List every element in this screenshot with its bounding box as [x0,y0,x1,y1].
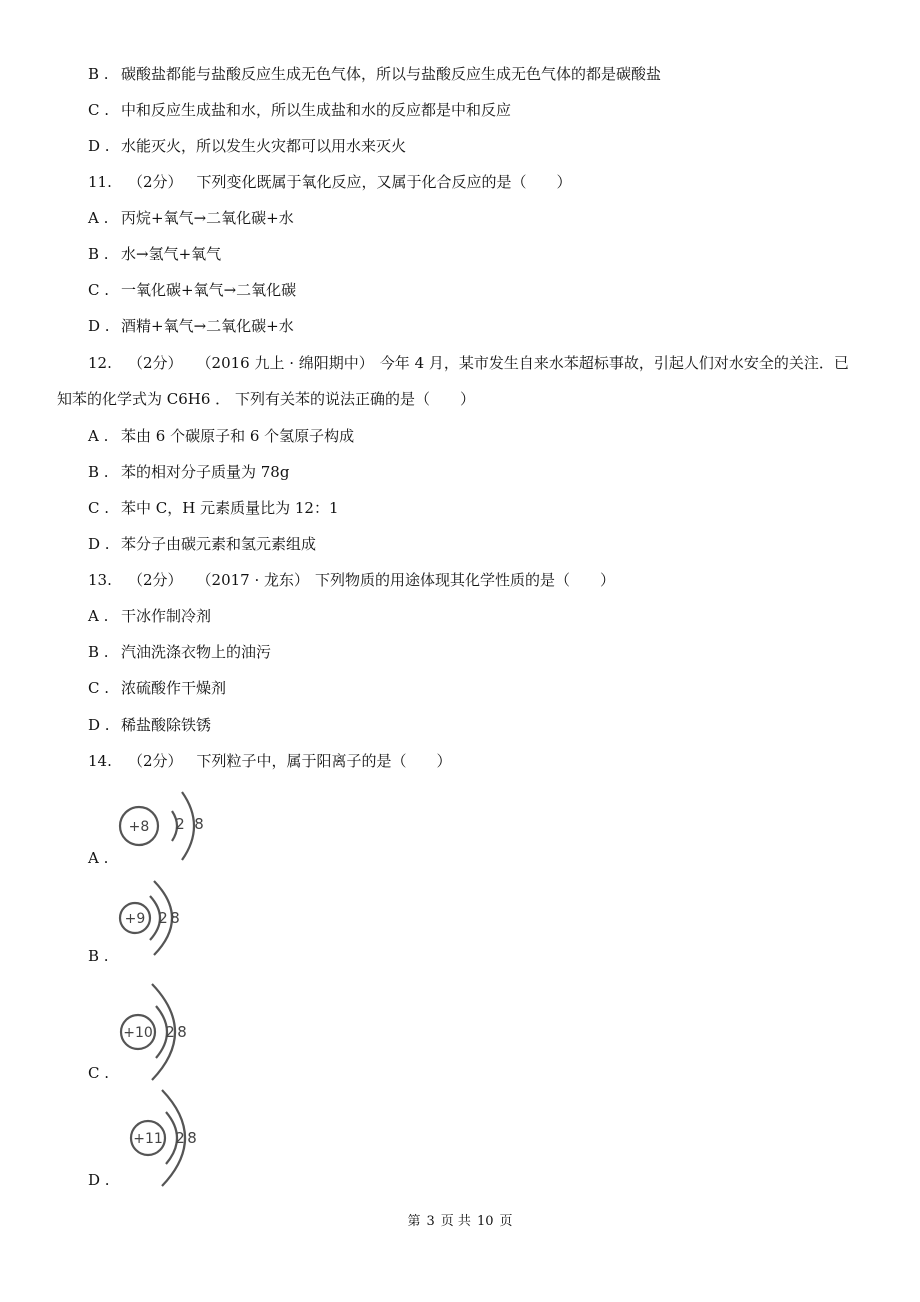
option-d-label[interactable] [88,1170,110,1190]
option-text: 苯分子由碳元素和氢元素组成 [121,535,317,553]
option-letter: D . [88,317,110,335]
option-text: 碳酸盐都能与盐酸反应生成无色气体，所以与盐酸反应生成无色气体的都是碳酸盐 [121,65,662,83]
option-b-label[interactable] [88,946,109,966]
shell-2-electrons: 8 [170,909,180,927]
option-letter: D . [88,137,110,155]
option-a[interactable] [88,606,211,626]
option-text: 中和反应生成盐和水，所以生成盐和水的反应都是中和反应 [121,101,512,119]
option-letter: C . [88,499,110,517]
option-letter: B . [88,643,109,661]
shell-2-electrons: 8 [187,1129,197,1147]
option-letter: D . [88,535,110,553]
shell-1-electrons: 2 [175,1129,185,1147]
atom-structure-diagram-a[interactable] [114,786,214,866]
atom-structure-diagram-c[interactable] [114,980,204,1084]
option-letter: B . [88,463,109,481]
option-letter: C . [88,679,110,697]
option-c[interactable] [88,100,511,120]
question-number: 12. [88,354,112,372]
question-source: （2016 九上 · 绵阳期中） [196,354,374,372]
shell-1-electrons: 2 [158,909,168,927]
option-text: 浓硫酸作干燥剂 [121,679,227,697]
atom-structure-diagram-d[interactable] [124,1086,214,1190]
question-text: 知苯的化学式为 C6H6 ． 下列有关苯的说法正确的是（ ） [57,390,475,408]
option-text: 水→氢气+氧气 [121,245,222,263]
question-number: 14. [88,752,112,770]
option-d[interactable] [88,316,294,336]
option-letter: B . [88,947,109,965]
question-14-stem [88,751,452,771]
option-c-label[interactable] [88,1063,109,1083]
option-text: 苯中 C，H 元素质量比为 12：1 [121,499,339,517]
option-letter: D . [88,1171,110,1189]
option-a[interactable] [88,208,294,228]
question-13-stem [88,570,615,590]
option-letter: C . [88,101,110,119]
option-c[interactable] [88,678,226,698]
current-page-number: 3 [426,1214,435,1229]
question-12-stem-continued [57,389,475,409]
option-letter: C . [88,1064,110,1082]
option-text: 汽油洗涤衣物上的油污 [121,643,272,661]
shell-2-electrons: 8 [194,815,204,833]
option-a-label[interactable] [88,848,108,868]
option-letter: D . [88,716,110,734]
option-letter: A . [88,209,109,227]
option-text: 苯的相对分子质量为 78g [121,463,290,481]
question-12-stem [88,353,849,373]
question-text: 下列变化既属于氧化反应，又属于化合反应的是（ ） [196,173,572,191]
option-letter: A . [88,427,109,445]
option-b[interactable] [88,642,271,662]
page-footer [0,1210,920,1229]
option-text: 稀盐酸除铁锈 [121,716,212,734]
shell-2-electrons: 8 [177,1023,187,1041]
shell-1-electrons: 2 [165,1023,175,1041]
question-score: （2分） [128,571,183,589]
option-letter: C . [88,281,110,299]
footer-prefix: 第 [407,1214,421,1229]
atom-structure-diagram-b[interactable] [114,878,204,958]
shell-1-electrons: 2 [175,815,185,833]
option-d[interactable] [88,534,316,554]
question-score: （2分） [128,173,183,191]
option-a[interactable] [88,426,354,446]
option-b[interactable] [88,64,661,84]
option-letter: B . [88,65,109,83]
question-score: （2分） [128,354,183,372]
nucleus-charge: +10 [123,1025,153,1041]
question-text: 下列粒子中，属于阳离子的是（ ） [196,752,452,770]
footer-suffix: 页 [499,1214,513,1229]
option-text: 一氧化碳+氧气→二氧化碳 [121,281,297,299]
question-number: 11. [88,173,112,191]
question-text: 今年 4 月，某市发生自来水苯超标事故，引起人们对水安全的关注．已 [379,354,849,372]
total-pages: 10 [476,1214,494,1229]
option-d[interactable] [88,136,406,156]
option-letter: A . [88,607,109,625]
option-letter: A . [88,849,109,867]
option-text: 丙烷+氧气→二氧化碳+水 [121,209,294,227]
nucleus-charge: +9 [124,911,146,927]
option-text: 苯由 6 个碳原子和 6 个氢原子构成 [121,427,355,445]
option-b[interactable] [88,244,221,264]
option-text: 酒精+氧气→二氧化碳+水 [121,317,294,335]
footer-mid: 页 共 [440,1214,471,1229]
nucleus-charge: +11 [133,1131,163,1147]
option-c[interactable] [88,280,296,300]
option-letter: B . [88,245,109,263]
question-score: （2分） [128,752,183,770]
question-text: 下列物质的用途体现其化学性质的是（ ） [315,571,616,589]
question-number: 13. [88,571,112,589]
option-b[interactable] [88,462,289,482]
question-source: （2017 · 龙东） [196,571,310,589]
nucleus-charge: +8 [128,819,150,835]
question-11-stem [88,172,572,192]
option-c[interactable] [88,498,339,518]
option-text: 水能灭火，所以发生火灾都可以用水来灭火 [121,137,407,155]
option-d[interactable] [88,715,211,735]
option-text: 干冰作制冷剂 [121,607,212,625]
